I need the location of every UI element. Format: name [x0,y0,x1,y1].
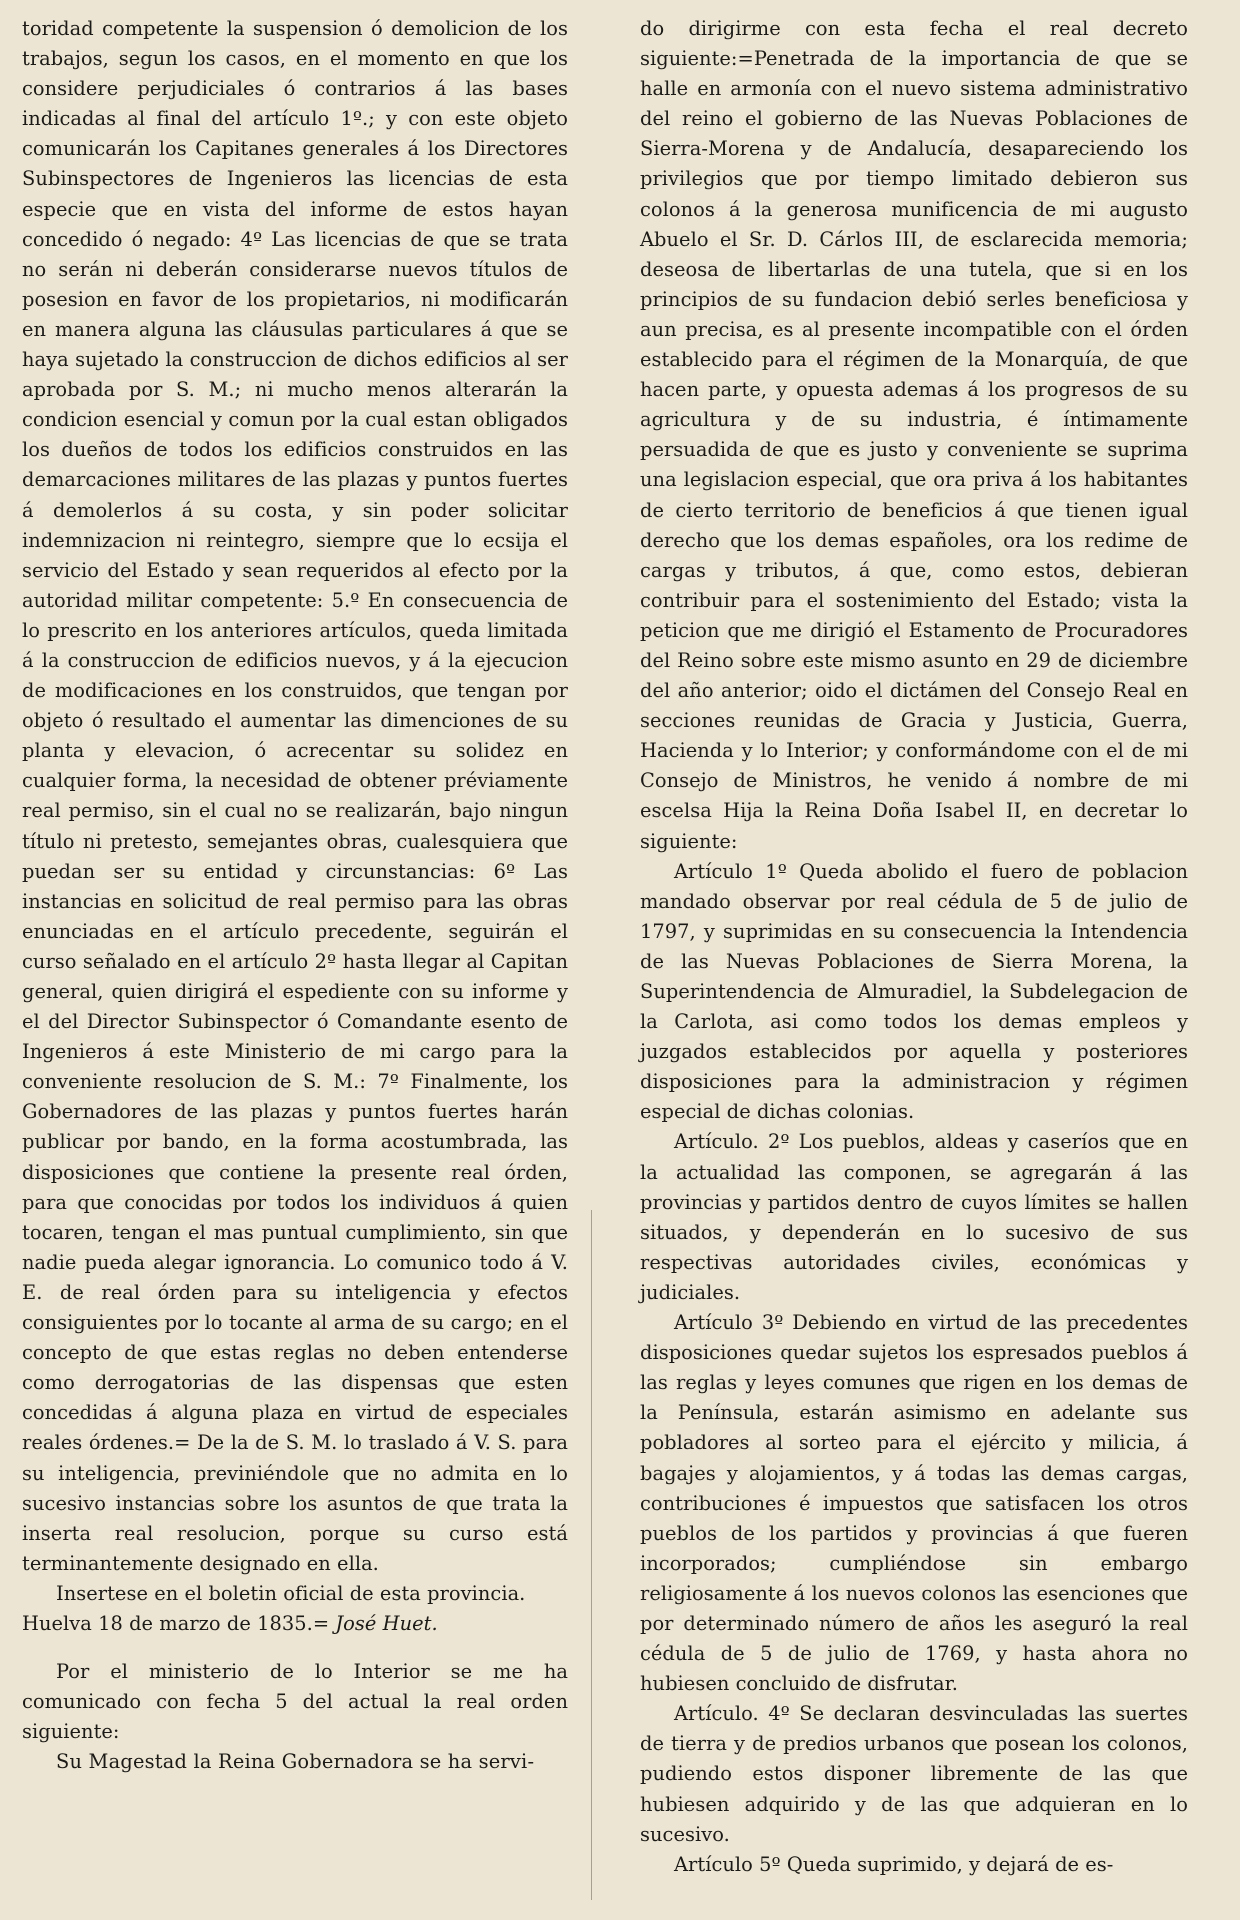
publication-order: Insertese en el boletin oficial de esta provincia. [56,1581,526,1605]
article-5-start: Artículo 5º Queda suprimido, y dejará de es- [674,1852,1114,1876]
section-gap [22,1639,568,1657]
place-date: Huelva 18 de marzo de 1835.= [22,1611,330,1635]
left-column [22,14,568,1777]
signatory-name: José Huet. [335,1611,438,1635]
article-3: Artículo 3º Debiendo en virtud de las precedentes disposiciones quedar sujetos los espresados pueblos á las reglas y leyes comunes que rigen en los demas de la Península, estarán asimismo en adelante sus pobladores al sorteo para el ejército y milicia, á bagajes y alojamientos, y á todas las demas cargas, contribuciones é impuestos que satisfacen los otros pueblos de los partidos y provincias á que fueren incorporados; cumpliéndose sin embargo religiosamente á los nuevos colonos las esenciones que por determinado número de años les aseguró la real cédula de 5 de julio de 1769, y hasta ahora no hubiesen concluido de disfrutar. [640,1311,1188,1696]
decree-continuation-text: toridad competente la suspension ó demolicion de los trabajos, segun los casos, en el momento en que los considere perjudiciales ó contrarios á las bases indicadas al final del artículo 1º.; y con este objeto comunicarán los Capitanes generales á los Directores Subinspectores de Ingenieros las licencias de esta especie que en vista del informe de estos hayan concedido ó negado: 4º Las licencias de que se trata no serán ni deberán considerarse nuevos títulos de posesion en favor de los propietarios, ni modificarán en manera alguna las cláusulas particulares á que se haya sujetado la construccion de dichos edificios al ser aprobada por S. M.; ni mucho menos alterarán la condicion esencial y comun por la cual estan obligados los dueños de todos los edificios construidos en las demarcaciones militares de las plazas y puntos fuertes á demolerlos á su costa, y sin poder solicitar indemnizacion ni reintegro, siempre que lo ecsija el servicio del Estado y sean requeridos al efecto por la autoridad militar competente: 5.º En consecuencia de lo prescrito en los anteriores artículos, queda limitada á la construccion de edificios nuevos, y á la ejecucion de modificaciones en los construidos, que tengan por objeto ó resultado el aumentar las dimenciones de su planta y elevacion, ó acrecentar su solidez en cualquier forma, la necesidad de obtener préviamente real permiso, sin el cual no se realizarán, bajo ningun título ni pretesto, semejantes obras, cualesquiera que puedan ser su entidad y circunstancias: 6º Las instancias en solicitud de real permiso para las obras enunciadas en el artículo precedente, seguirán el curso señalado en el artículo 2º hasta llegar al Capitan general, quien dirigirá el espediente con su informe y el del Director Subinspector ó Comandante esento de Ingenieros á este Ministerio de mi cargo para la conveniente resolucion de S. M.: 7º Finalmente, los Gobernadores de las plazas y puntos fuertes harán publicar por bando, en la forma acostumbrada, las disposiciones que contiene la presente real órden, para que conocidas por todos los individuos á quien tocaren, tengan el mas puntual cumplimiento, sin que nadie pueda alegar ignorancia. Lo comunico todo á V. E. de real órden para su inteligencia y efectos consiguientes por lo tocante al arma de su cargo; en el concepto de que estas reglas no deben entenderse como derrogatorias de las dispensas que esten concedidas á alguna plaza en virtud de especiales reales órdenes.= De la de S. M. lo traslado á V. S. para su inteligencia, previniéndole que no admita en lo sucesivo instancias sobre los asuntos de que trata la inserta real resolucion, porque su curso está terminantemente designado en ella. [22,17,568,1575]
article-1: Artículo 1º Queda abolido el fuero de poblacion mandado observar por real cédula de 5 de julio de 1797, y suprimidas en su consecuencia la Intendencia de las Nuevas Poblaciones de Sierra Morena, la Superintendencia de Almuradiel, la Subdelegacion de la Carlota, asi como todos los demas empleos y juzgados establecidos por aquella y posteriores disposiciones para la administracion y régimen especial de dichas colonias. [640,859,1188,1124]
queen-governor-line: Su Magestad la Reina Gobernadora se ha servi- [56,1750,535,1774]
column-divider [591,1210,592,1900]
signature-line [22,1609,568,1639]
right-column [640,14,1188,1880]
article-4: Artículo. 4º Se declaran desvinculadas las suertes de tierra y de predios urbanos que posean los colonos, pudiendo estos disponer libremente de las que hubiesen adquirido y de las que adquieran en lo sucesivo. [640,1702,1188,1846]
article-2: Artículo. 2º Los pueblos, aldeas y caseríos que en la actualidad las componen, se agregarán á las provincias y partidos dentro de cuyos límites se hallen situados, y dependerán en lo sucesivo de sus respectivas autoridades civiles, económicas y judiciales. [640,1130,1188,1304]
royal-decree-preamble: do dirigirme con esta fecha el real decreto siguiente:=Penetrada de la importancia de que se halle en armonía con el nuevo sistema administrativo del reino el gobierno de las Nuevas Poblaciones de Sierra-Morena y de Andalucía, desapareciendo los privilegios que por tiempo limitado debieron sus colonos á la generosa munificencia de mi augusto Abuelo el Sr. D. Cárlos III, de esclarecida memoria; deseosa de libertarlas de una tutela, que si en los principios de su fundacion debió serles beneficiosa y aun precisa, es al presente incompatible con el órden establecido para el régimen de la Monarquía, de que hacen parte, y opuesta ademas á los progresos de su agricultura y de su industria, é íntimamente persuadida de que es justo y conveniente se suprima una legislacion especial, que ora priva á los habitantes de cierto territorio de beneficios á que tienen igual derecho que los demas españoles, ora los redime de cargas y tributos, á que, como estos, debieran contribuir para el sostenimiento del Estado; vista la peticion que me dirigió el Estamento de Procuradores del Reino sobre este mismo asunto en 29 de diciembre del año anterior; oido el dictámen del Consejo Real en secciones reunidas de Gracia y Justicia, Guerra, Hacienda y lo Interior; y conformándome con el de mi Consejo de Ministros, he venido á nombre de mi escelsa Hija la Reina Doña Isabel II, en decretar lo siguiente: [640,17,1188,853]
interior-ministry-intro: Por el ministerio de lo Interior se me ha comunicado con fecha 5 del actual la real orden siguiente: [22,1660,568,1744]
